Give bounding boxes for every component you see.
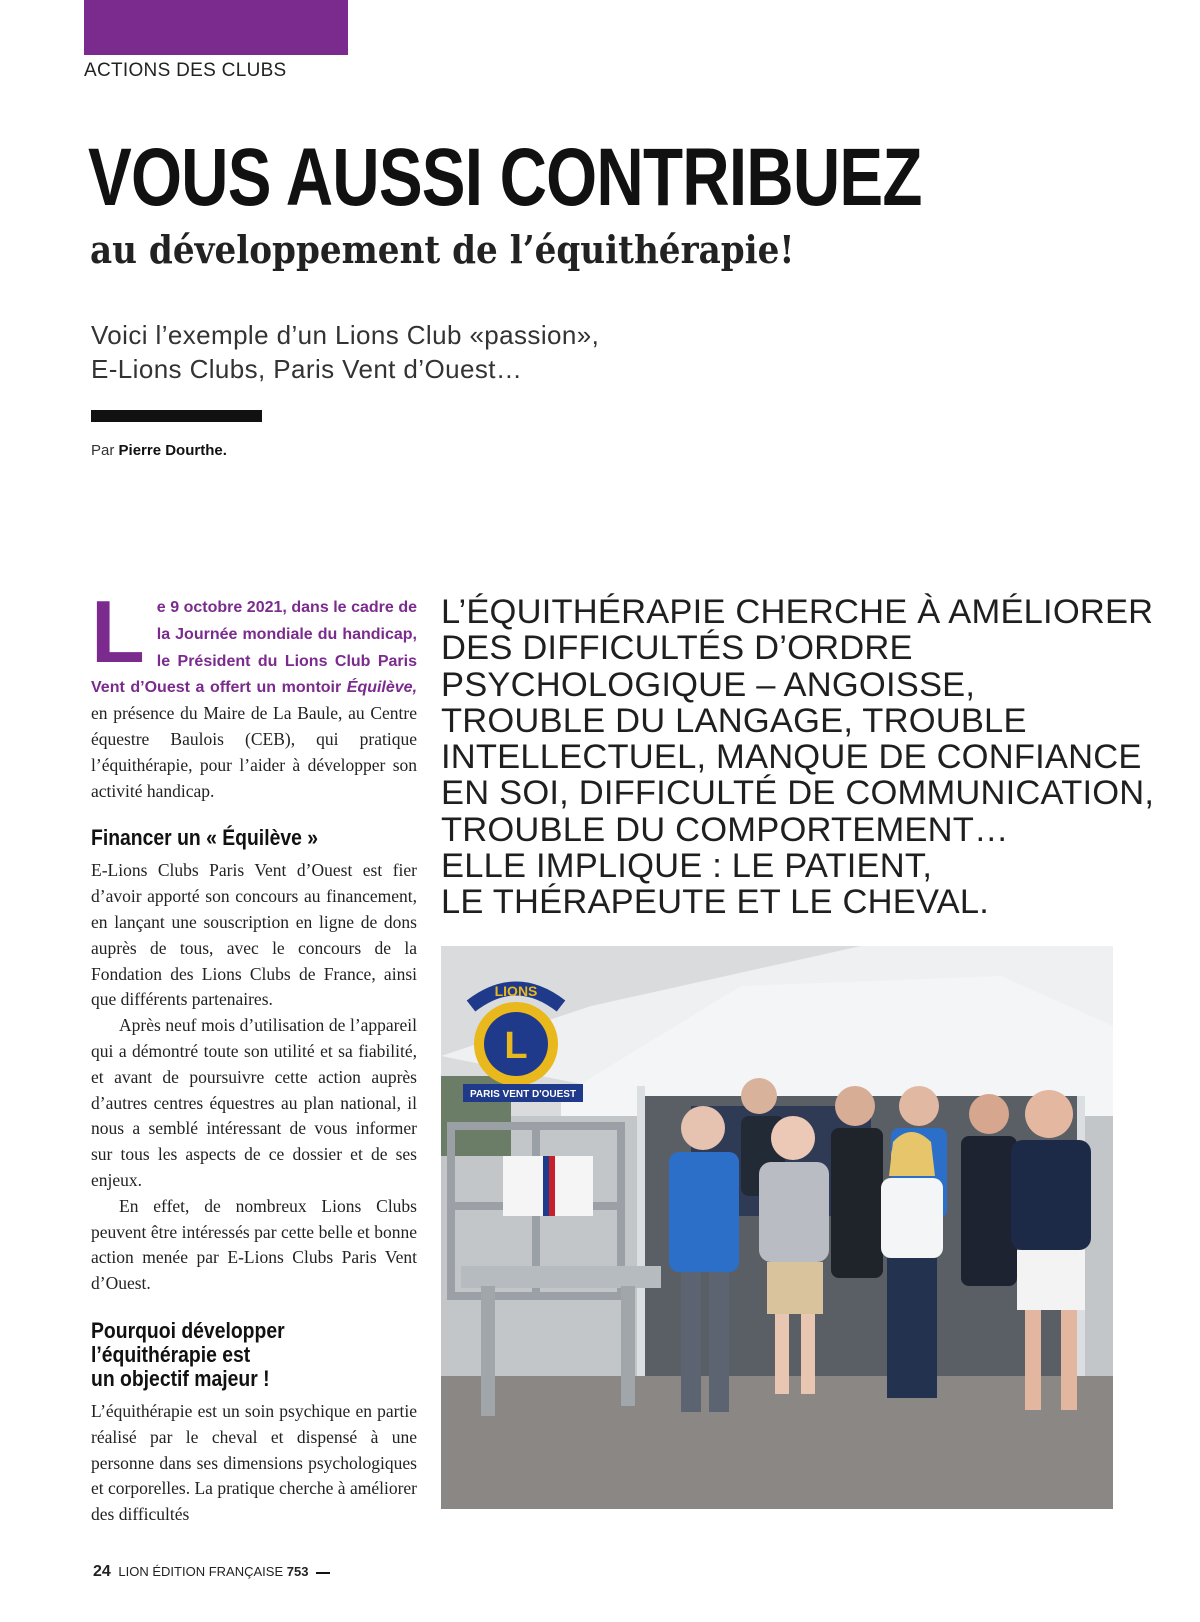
pull-quote bbox=[441, 594, 1181, 921]
pull-quote-line: INTELLECTUEL, MANQUE DE CONFIANCE bbox=[441, 738, 1142, 777]
pull-quote-line: DES DIFFICULTÉS D’ORDRE bbox=[441, 629, 913, 668]
section-heading: Financer un « Équilève » bbox=[91, 825, 319, 851]
pull-quote-line: LE THÉRAPEUTE ET LE CHEVAL. bbox=[441, 883, 989, 922]
page-number: 24 bbox=[93, 1563, 111, 1580]
footer-dash bbox=[316, 1572, 330, 1574]
article-headline: VOUS AUSSI CONTRIBUEZ bbox=[88, 132, 922, 223]
lead-rest-text: en présence du Maire de La Baule, au Centre équestre Baulois (CEB), qui pratique l’équithérapie, pour l’aider à développer son activité handicap. bbox=[91, 703, 417, 801]
magazine-name: LION ÉDITION FRANÇAISE bbox=[118, 1564, 284, 1579]
pull-quote-line: TROUBLE DU LANGAGE, TROUBLE bbox=[441, 701, 1027, 740]
section-color-bar bbox=[84, 0, 348, 55]
pull-quote-line: ELLE IMPLIQUE : LE PATIENT, bbox=[441, 847, 933, 886]
issue-number: 753 bbox=[286, 1564, 309, 1579]
emblem-letter: L bbox=[504, 1025, 528, 1067]
section-label: ACTIONS DES CLUBS bbox=[84, 60, 287, 81]
article-subtitle: au développement de l’équithérapie! bbox=[90, 227, 795, 272]
byline bbox=[91, 442, 227, 459]
pull-quote-line: TROUBLE DU COMPORTEMENT… bbox=[441, 810, 1009, 849]
lead-bold-text: e 9 octobre 2021, dans le cadre de la Journée mondiale du handicap, le Président du Lions Club Paris Vent d’Ouest a offert un montoir bbox=[91, 599, 417, 697]
section-heading: Pourquoi développer l’équithérapie est un objectif majeur ! bbox=[91, 1317, 285, 1391]
body-column bbox=[91, 582, 418, 1528]
byline-prefix: Par bbox=[91, 442, 115, 459]
body-paragraph: En effet, de nombreux Lions Clubs peuvent être intéressés par cette belle et bonne action menée par E-Lions Clubs Paris Vent d’Ouest. bbox=[91, 1195, 417, 1294]
body-paragraph: Après neuf mois d’utilisation de l’appareil qui a démontré toute son utilité et sa fiabilité, et avant de poursuivre cette action auprès d’autres centres équestres au plan national, il nous a semblé intéressant de vous informer sur tous les aspects de ce dossier et de ses enjeux. bbox=[91, 1015, 417, 1190]
intro-divider bbox=[91, 410, 262, 422]
banner-text: LIONS bbox=[494, 983, 538, 999]
dropcap: L bbox=[91, 582, 145, 681]
lead-product-name: Équilève, bbox=[346, 679, 418, 697]
pull-quote-line: EN SOI, DIFFICULTÉ DE COMMUNICATION, bbox=[441, 774, 1155, 813]
sign-text: PARIS VENT D'OUEST bbox=[469, 1089, 577, 1100]
group-photo bbox=[441, 946, 1113, 1509]
group-photo-illustration bbox=[441, 946, 1113, 1509]
body-paragraph: L’équithérapie est un soin psychique en partie réalisé par le cheval et dispensé à une personne dans ses dimensions psychologiques et corporelles. La pratique cherche à améliorer des difficultés bbox=[91, 1400, 417, 1525]
pull-quote-line: PSYCHOLOGIQUE – ANGOISSE, bbox=[441, 665, 976, 704]
author-name: Pierre Dourthe. bbox=[118, 442, 227, 459]
intro-line: E-Lions Clubs, Paris Vent d’Ouest… bbox=[91, 354, 523, 384]
pull-quote-line: L’ÉQUITHÉRAPIE CHERCHE À AMÉLIORER bbox=[441, 593, 1154, 631]
page-footer bbox=[93, 1563, 330, 1581]
intro-line: Voici l’exemple d’un Lions Club «passion», bbox=[91, 320, 600, 350]
lead-paragraph bbox=[91, 582, 418, 804]
article-intro bbox=[91, 318, 599, 386]
body-paragraph: E-Lions Clubs Paris Vent d’Ouest est fier d’avoir apporté son concours au financement, en lançant une souscription en ligne de dons auprès de tous, avec le concours de la Fondation des Lions Clubs de France, ainsi que différents partenaires. bbox=[91, 860, 417, 1010]
